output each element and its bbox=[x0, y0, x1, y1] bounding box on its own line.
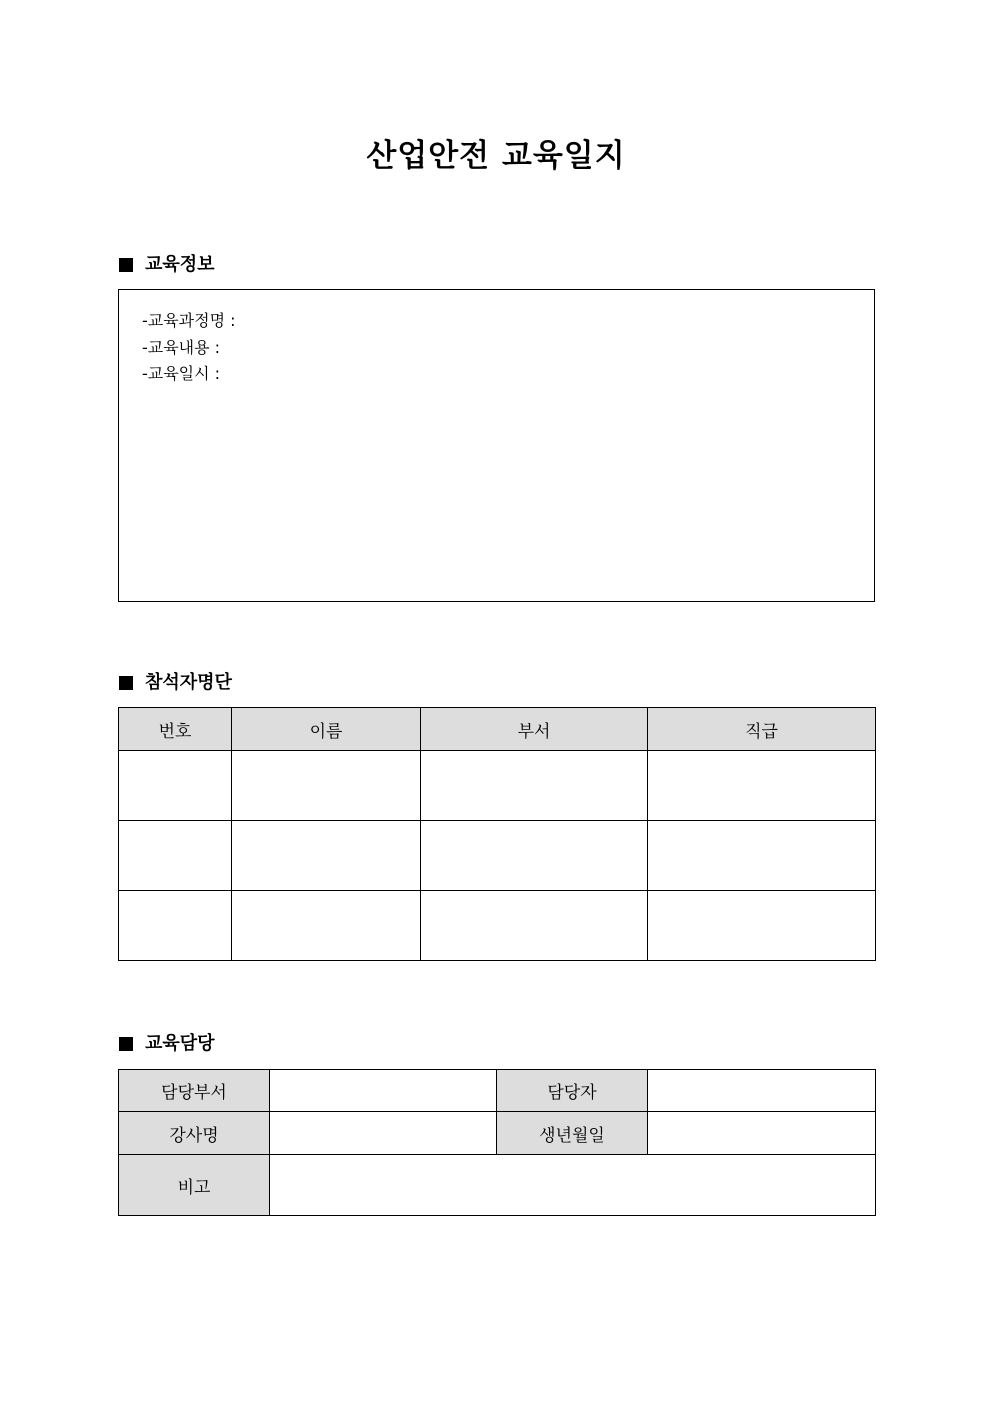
course-name-label: -교육과정명 : bbox=[142, 311, 236, 330]
black-square-icon bbox=[119, 258, 133, 272]
column-header-position: 직급 bbox=[648, 708, 876, 751]
education-info-heading-label: 교육정보 bbox=[145, 254, 215, 275]
document-title: 산업안전 교육일지 bbox=[366, 138, 626, 174]
instructor-value-cell[interactable] bbox=[270, 1112, 497, 1155]
remarks-label: 비고 bbox=[119, 1155, 270, 1216]
attendee-position-cell[interactable] bbox=[648, 891, 876, 961]
attendee-name-cell[interactable] bbox=[232, 821, 421, 891]
person-in-charge-value-cell[interactable] bbox=[648, 1070, 876, 1112]
attendee-number-cell[interactable] bbox=[119, 751, 232, 821]
birthdate-label: 생년월일 bbox=[497, 1112, 648, 1155]
education-info-heading bbox=[119, 253, 215, 277]
department-value-cell[interactable] bbox=[270, 1070, 497, 1112]
attendee-department-cell[interactable] bbox=[421, 751, 648, 821]
attendee-table bbox=[118, 707, 876, 961]
instructor-label: 강사명 bbox=[119, 1112, 270, 1155]
attendees-heading bbox=[119, 671, 232, 695]
manager-heading-label: 교육담당 bbox=[145, 1033, 215, 1054]
black-square-icon bbox=[119, 1037, 133, 1051]
person-in-charge-label: 담당자 bbox=[497, 1070, 648, 1112]
black-square-icon bbox=[119, 676, 133, 690]
table-row bbox=[119, 891, 876, 961]
remarks-value-cell[interactable] bbox=[270, 1155, 876, 1216]
table-row bbox=[119, 1155, 876, 1216]
table-row bbox=[119, 751, 876, 821]
column-header-department: 부서 bbox=[421, 708, 648, 751]
attendee-department-cell[interactable] bbox=[421, 821, 648, 891]
attendee-position-cell[interactable] bbox=[648, 821, 876, 891]
attendee-name-cell[interactable] bbox=[232, 751, 421, 821]
manager-table bbox=[118, 1069, 876, 1216]
attendee-number-cell[interactable] bbox=[119, 891, 232, 961]
department-label: 담당부서 bbox=[119, 1070, 270, 1112]
table-row bbox=[119, 1112, 876, 1155]
attendees-heading-label: 참석자명단 bbox=[145, 672, 232, 693]
attendee-number-cell[interactable] bbox=[119, 821, 232, 891]
column-header-number: 번호 bbox=[119, 708, 232, 751]
education-info-box[interactable] bbox=[118, 289, 875, 602]
attendee-name-cell[interactable] bbox=[232, 891, 421, 961]
course-datetime-label: -교육일시 : bbox=[142, 364, 221, 383]
attendee-header-row bbox=[119, 708, 876, 751]
course-content-label: -교육내용 : bbox=[142, 337, 221, 357]
table-row bbox=[119, 1070, 876, 1112]
manager-heading bbox=[119, 1032, 215, 1056]
attendee-department-cell[interactable] bbox=[421, 891, 648, 961]
attendee-position-cell[interactable] bbox=[648, 751, 876, 821]
education-info-lines bbox=[119, 290, 874, 388]
column-header-name: 이름 bbox=[232, 708, 421, 751]
birthdate-value-cell[interactable] bbox=[648, 1112, 876, 1155]
table-row bbox=[119, 821, 876, 891]
